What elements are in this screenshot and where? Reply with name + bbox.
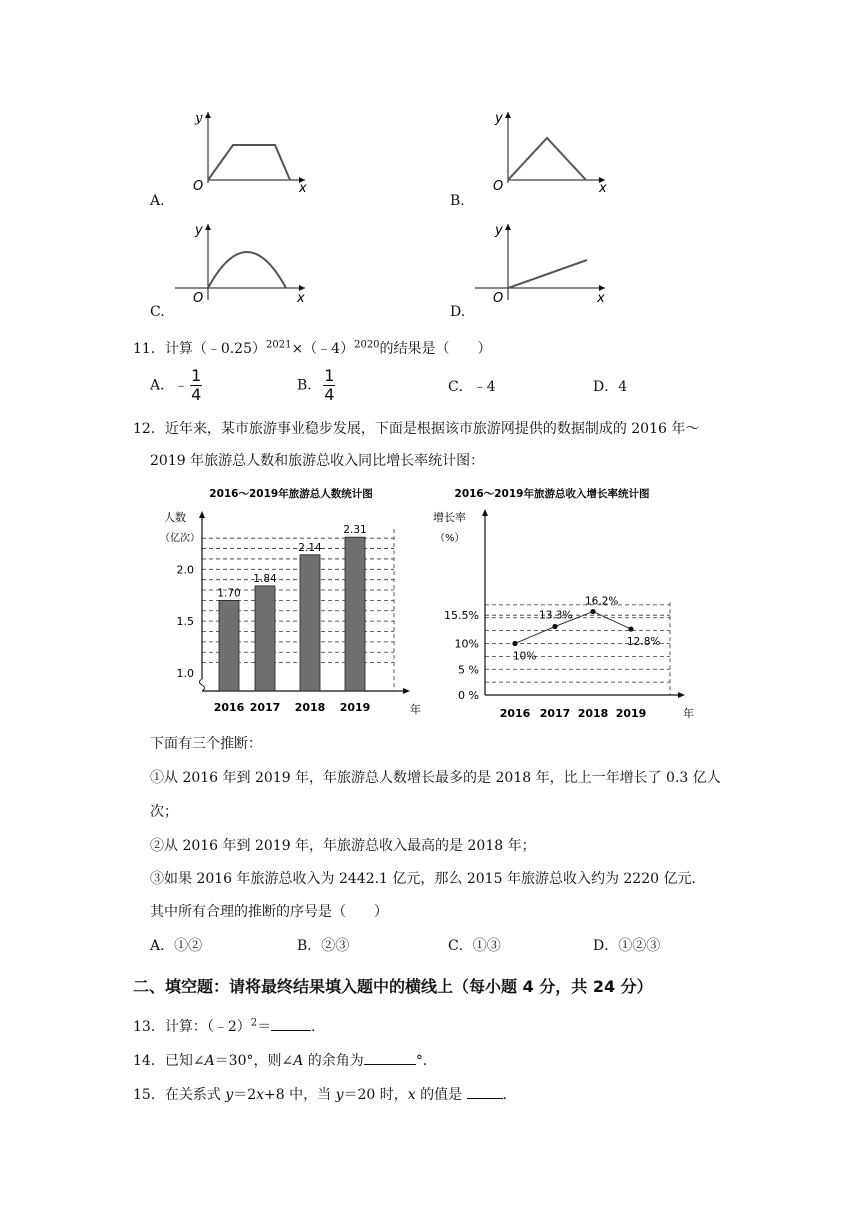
inference-text: 从 2016 年到 2019 年，年旅游总人数增长最多的是 2018 年，比上一年增长了 0.3 亿人 xyxy=(164,770,721,786)
question-number: 14． xyxy=(133,1053,165,1069)
q11-option-b xyxy=(297,368,335,403)
bar-2017 xyxy=(255,586,275,691)
answer-blank[interactable] xyxy=(271,1030,311,1031)
q12-intro: 下面有三个推断： xyxy=(150,736,262,752)
angle-var: A xyxy=(293,1053,304,1069)
question-number: 13． xyxy=(133,1019,165,1035)
q12-option-b xyxy=(297,935,349,955)
y-axis-label: y xyxy=(195,111,203,126)
x-tick-label: 2017 xyxy=(539,707,571,720)
question-number: 11． xyxy=(133,341,165,357)
q11-times: ×（﹣4） xyxy=(291,341,355,357)
y-tick-label: 1.5 xyxy=(176,615,194,629)
x-axis-arrow xyxy=(678,692,685,698)
option-d-label: D. xyxy=(450,304,466,320)
option-label: D． xyxy=(593,938,619,954)
y-tick-label: 10% xyxy=(454,637,479,651)
q13-exponent: 2 xyxy=(250,1017,258,1029)
y-tick-label: 15.5% xyxy=(444,609,479,623)
data-point-2016 xyxy=(512,641,517,646)
origin-label: O xyxy=(193,179,204,193)
option-value: ①②③ xyxy=(618,938,661,954)
option-label: A． xyxy=(150,377,175,394)
option-sign: ﹣ xyxy=(174,377,189,394)
x-tick-label: 2018 xyxy=(294,701,326,714)
line-chart xyxy=(425,483,700,723)
bar-2016 xyxy=(219,600,239,691)
option-c-label: C. xyxy=(150,304,165,320)
bar-chart xyxy=(160,483,422,723)
q12-question: 其中所有合理的推断的序号是（ ） xyxy=(150,904,388,920)
inference-text: 如果 2016 年旅游总收入为 2442.1 亿元，那么 2015 年旅游总收入约为 2220 亿元． xyxy=(164,871,706,887)
var-x: x xyxy=(407,1087,416,1103)
y-axis-unit: （亿次） xyxy=(160,533,200,544)
denominator: 4 xyxy=(324,385,335,404)
data-label: 16.2% xyxy=(585,595,619,608)
y-axis-label: 人数 xyxy=(164,511,186,524)
circled-number: ③ xyxy=(150,871,164,887)
fraction xyxy=(323,368,335,403)
y-axis-arrow xyxy=(199,511,205,518)
option-value: ①② xyxy=(174,938,203,954)
y-axis-label: y xyxy=(495,111,503,126)
inference-1 xyxy=(150,767,721,787)
answer-blank[interactable] xyxy=(467,1098,503,1099)
inference-3 xyxy=(150,868,705,888)
q15-end: ． xyxy=(502,1087,517,1103)
x-axis-label: 年 xyxy=(683,707,694,720)
data-label: 1.70 xyxy=(217,587,241,600)
q14-text: 已知∠ xyxy=(164,1053,205,1069)
q12-text: 近年来，某市旅游事业稳步发展，下面是根据该市旅游网提供的数据制成的 2016 年～ xyxy=(164,421,700,437)
x-axis-label: x xyxy=(597,291,605,305)
graph-option-a xyxy=(175,108,315,193)
data-label: 2.14 xyxy=(298,541,322,554)
option-value: ﹣4 xyxy=(472,379,496,395)
option-label: D． xyxy=(593,379,619,395)
option-b-label: B. xyxy=(450,193,465,209)
graph-option-c xyxy=(175,220,315,305)
y-tick-label: 0 % xyxy=(458,689,479,702)
numerator: 1 xyxy=(191,366,202,385)
y-axis-label: y xyxy=(195,223,203,238)
data-point-2019 xyxy=(628,626,633,631)
option-label: C． xyxy=(448,938,473,954)
data-label: 10% xyxy=(513,650,537,663)
q11-option-a xyxy=(150,368,202,403)
q11-exp2: 2020 xyxy=(354,339,380,351)
option-label: A． xyxy=(150,938,175,954)
var-x: x xyxy=(256,1087,265,1103)
numerator: 1 xyxy=(324,366,335,385)
q12-stem-line2: 2019 年旅游总人数和旅游总收入同比增长率统计图： xyxy=(150,453,485,469)
q14-end: °． xyxy=(415,1053,437,1069)
q11-text: 计算（﹣0.25） xyxy=(164,341,266,357)
q12-option-c xyxy=(448,935,501,955)
x-axis-arrow xyxy=(403,688,410,694)
option-label: B． xyxy=(297,938,322,954)
x-axis-label: x xyxy=(297,291,305,305)
bar-2018 xyxy=(300,555,320,691)
option-a-label: A. xyxy=(150,193,165,209)
q15-text: ＝2 xyxy=(233,1087,257,1103)
fraction xyxy=(190,368,202,403)
inference-2 xyxy=(150,835,536,855)
data-label: 2.31 xyxy=(343,524,367,537)
y-axis-arrow xyxy=(482,509,488,516)
q15-text: 在关系式 xyxy=(164,1087,226,1103)
chart-title: 2016～2019年旅游总收入增长率统计图 xyxy=(454,488,650,500)
data-label: 12.8% xyxy=(627,636,661,649)
origin-label: O xyxy=(493,291,504,305)
y-tick-label: 1.0 xyxy=(176,667,194,680)
data-label: 13.3% xyxy=(539,609,573,622)
x-tick-label: 2017 xyxy=(249,701,281,714)
x-tick-label: 2016 xyxy=(499,707,531,720)
x-tick-label: 2019 xyxy=(339,701,371,714)
q13-end: ． xyxy=(311,1019,326,1035)
axis-break xyxy=(200,679,205,691)
q15-text: 的值是 xyxy=(415,1087,467,1103)
graph-option-b xyxy=(475,108,615,193)
data-label: 1.84 xyxy=(253,572,277,585)
q13-text: 计算：（﹣2） xyxy=(164,1019,251,1035)
q14-mid: ＝30°，则∠ xyxy=(214,1053,294,1069)
q15-text: +8 中，当 xyxy=(264,1087,336,1103)
y-tick-label: 2.0 xyxy=(176,563,194,577)
q11-stem xyxy=(133,338,492,358)
x-axis-label: x xyxy=(599,181,607,193)
x-tick-label: 2018 xyxy=(577,707,609,720)
y-tick-label: 5 % xyxy=(458,663,479,677)
x-tick-label: 2016 xyxy=(213,701,245,714)
q11-tail: 的结果是（ ） xyxy=(379,341,492,357)
data-point-2018 xyxy=(590,609,595,614)
q15-text: ＝20 时， xyxy=(343,1087,408,1103)
denominator: 4 xyxy=(191,385,202,404)
y-axis-label: 增长率 xyxy=(433,511,466,524)
x-axis-label: x xyxy=(299,181,307,193)
x-axis-label: 年 xyxy=(410,703,421,716)
q11-option-d xyxy=(593,376,627,396)
q12-option-a xyxy=(150,935,202,955)
angle-var: A xyxy=(204,1053,215,1069)
option-label: C． xyxy=(448,379,473,395)
y-axis-label: y xyxy=(495,223,503,238)
q11-option-c xyxy=(448,376,496,396)
option-value: ①③ xyxy=(472,938,501,954)
q15 xyxy=(133,1084,517,1104)
q14-tail: 的余角为 xyxy=(303,1053,364,1069)
q14 xyxy=(133,1050,437,1070)
graph-option-d xyxy=(475,220,615,305)
origin-label: O xyxy=(193,291,204,305)
option-value: ②③ xyxy=(321,938,350,954)
data-point-2017 xyxy=(552,624,557,629)
q11-exp1: 2021 xyxy=(266,339,292,351)
section-title: 二、填空题：请将最终结果填入题中的横线上（每小题 4 分，共 24 分） xyxy=(133,977,653,996)
bar-2019 xyxy=(345,537,365,691)
y-axis-unit: （%） xyxy=(435,533,465,544)
origin-label: O xyxy=(493,179,504,193)
series-line xyxy=(515,609,631,644)
circled-number: ① xyxy=(150,770,164,786)
answer-blank[interactable] xyxy=(364,1064,416,1065)
q13-equals: ＝ xyxy=(257,1019,272,1035)
q12-stem-line1 xyxy=(133,418,699,438)
q12-option-d xyxy=(593,935,660,955)
var-y: y xyxy=(335,1087,344,1103)
option-value: 4 xyxy=(618,379,628,395)
chart-title: 2016～2019年旅游总人数统计图 xyxy=(209,488,373,500)
question-number: 15． xyxy=(133,1087,165,1103)
var-y: y xyxy=(225,1087,234,1103)
inference-text: 从 2016 年到 2019 年，年旅游总收入最高的是 2018 年； xyxy=(164,838,536,854)
option-label: B． xyxy=(297,377,322,394)
circled-number: ② xyxy=(150,838,164,854)
q13 xyxy=(133,1016,325,1036)
x-tick-label: 2019 xyxy=(615,707,647,720)
inference-1-cont: 次； xyxy=(150,804,178,820)
question-number: 12． xyxy=(133,421,165,437)
